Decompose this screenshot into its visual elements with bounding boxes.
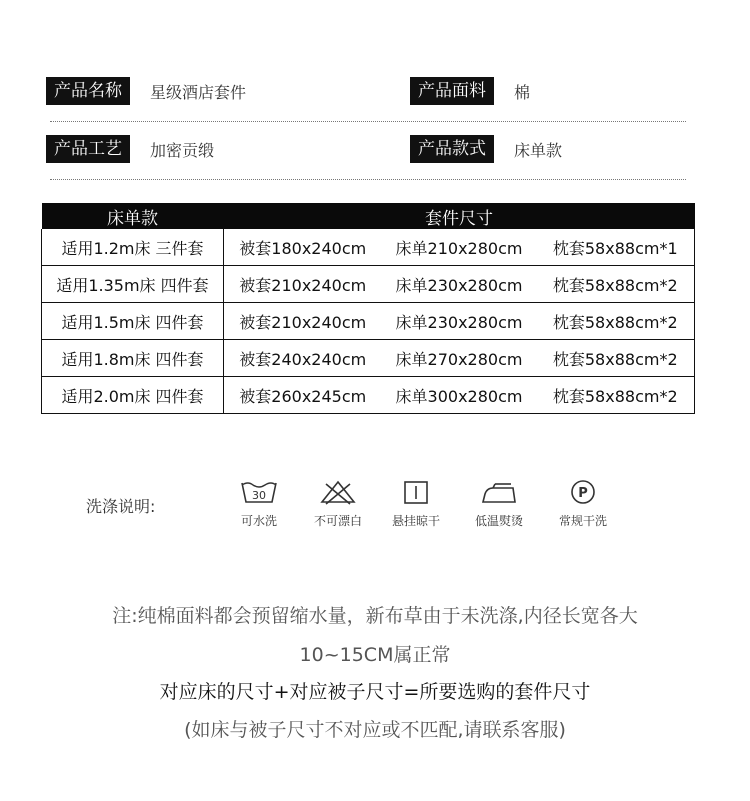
wash-item-low-iron xyxy=(459,478,539,529)
product-fabric-value: 棉 xyxy=(514,82,531,102)
contact-service-note: (如床与被子尺寸不对应或不匹配,请联系客服) xyxy=(184,719,566,741)
size-table-header xyxy=(42,203,695,229)
product-craft-item xyxy=(46,134,214,164)
shrinkage-note-range: 10~15CM属正常 xyxy=(299,644,451,666)
table-row xyxy=(42,266,695,303)
bed-sheet-cell: 床单230x280cm xyxy=(382,266,537,303)
product-name-value: 星级酒店套件 xyxy=(150,82,247,102)
wash-caption: 常规干洗 xyxy=(558,514,607,528)
bed-size-cell: 适用1.8m床 四件套 xyxy=(42,340,224,377)
bed-sheet-cell: 床单270x280cm xyxy=(382,340,537,377)
wash-30-icon xyxy=(239,478,279,506)
table-row xyxy=(42,229,695,266)
pillowcase-cell: 枕套58x88cm*2 xyxy=(537,377,695,414)
table-row xyxy=(42,303,695,340)
bed-size-cell: 适用1.5m床 四件套 xyxy=(42,303,224,340)
dotted-divider xyxy=(50,179,686,180)
header-style-cell: 床单款 xyxy=(42,203,224,229)
quilt-cover-cell: 被套240x240cm xyxy=(224,340,382,377)
product-fabric-item xyxy=(410,76,530,106)
no-bleach-icon xyxy=(318,478,358,506)
pillowcase-cell: 枕套58x88cm*2 xyxy=(537,340,695,377)
bed-sheet-cell: 床单300x280cm xyxy=(382,377,537,414)
product-craft-value: 加密贡缎 xyxy=(150,140,215,160)
bed-size-cell: 适用2.0m床 四件套 xyxy=(42,377,224,414)
bed-size-cell: 适用1.2m床 三件套 xyxy=(42,229,224,266)
wash-caption: 悬挂晾干 xyxy=(391,514,440,528)
size-formula-note: 对应床的尺寸+对应被子尺寸=所要选购的套件尺寸 xyxy=(159,681,591,703)
svg-text:P: P xyxy=(578,486,588,501)
info-row-2 xyxy=(44,134,686,168)
info-row-1 xyxy=(44,76,686,110)
wash-item-dry-clean xyxy=(543,478,623,529)
bed-sheet-cell: 床单230x280cm xyxy=(382,303,537,340)
product-name-label: 产品名称 xyxy=(46,77,130,105)
dotted-divider xyxy=(50,121,686,122)
pillowcase-cell: 枕套58x88cm*2 xyxy=(537,266,695,303)
wash-title: 洗涤说明: xyxy=(86,497,156,516)
pillowcase-cell: 枕套58x88cm*1 xyxy=(537,229,695,266)
header-sizes-cell: 套件尺寸 xyxy=(224,203,695,229)
wash-caption: 低温熨烫 xyxy=(474,514,523,528)
bed-size-cell: 适用1.35m床 四件套 xyxy=(42,266,224,303)
wash-item-no-bleach xyxy=(298,478,378,529)
product-style-item xyxy=(410,134,562,164)
quilt-cover-cell: 被套210x240cm xyxy=(224,303,382,340)
low-iron-icon xyxy=(479,478,519,506)
wash-instructions xyxy=(0,478,750,538)
pillowcase-cell: 枕套58x88cm*2 xyxy=(537,303,695,340)
shrinkage-note: 注:纯棉面料都会预留缩水量，新布草由于未洗涤,内径长宽各大 xyxy=(112,605,638,627)
svg-text:30: 30 xyxy=(252,489,266,502)
product-craft-label: 产品工艺 xyxy=(46,135,130,163)
table-row xyxy=(42,377,695,414)
quilt-cover-cell: 被套260x245cm xyxy=(224,377,382,414)
product-fabric-label: 产品面料 xyxy=(410,77,494,105)
wash-item-machine-wash xyxy=(219,478,299,529)
table-row xyxy=(42,340,695,377)
quilt-cover-cell: 被套210x240cm xyxy=(224,266,382,303)
hang-dry-icon xyxy=(396,478,436,506)
bed-sheet-cell: 床单210x280cm xyxy=(382,229,537,266)
wash-caption: 不可漂白 xyxy=(313,514,362,528)
product-name-item xyxy=(46,76,246,106)
size-table xyxy=(41,203,695,414)
dry-clean-icon xyxy=(563,478,603,506)
product-style-value: 床单款 xyxy=(514,140,563,160)
wash-item-hang-dry xyxy=(376,478,456,529)
quilt-cover-cell: 被套180x240cm xyxy=(224,229,382,266)
wash-caption: 可水洗 xyxy=(240,514,277,528)
product-style-label: 产品款式 xyxy=(410,135,494,163)
